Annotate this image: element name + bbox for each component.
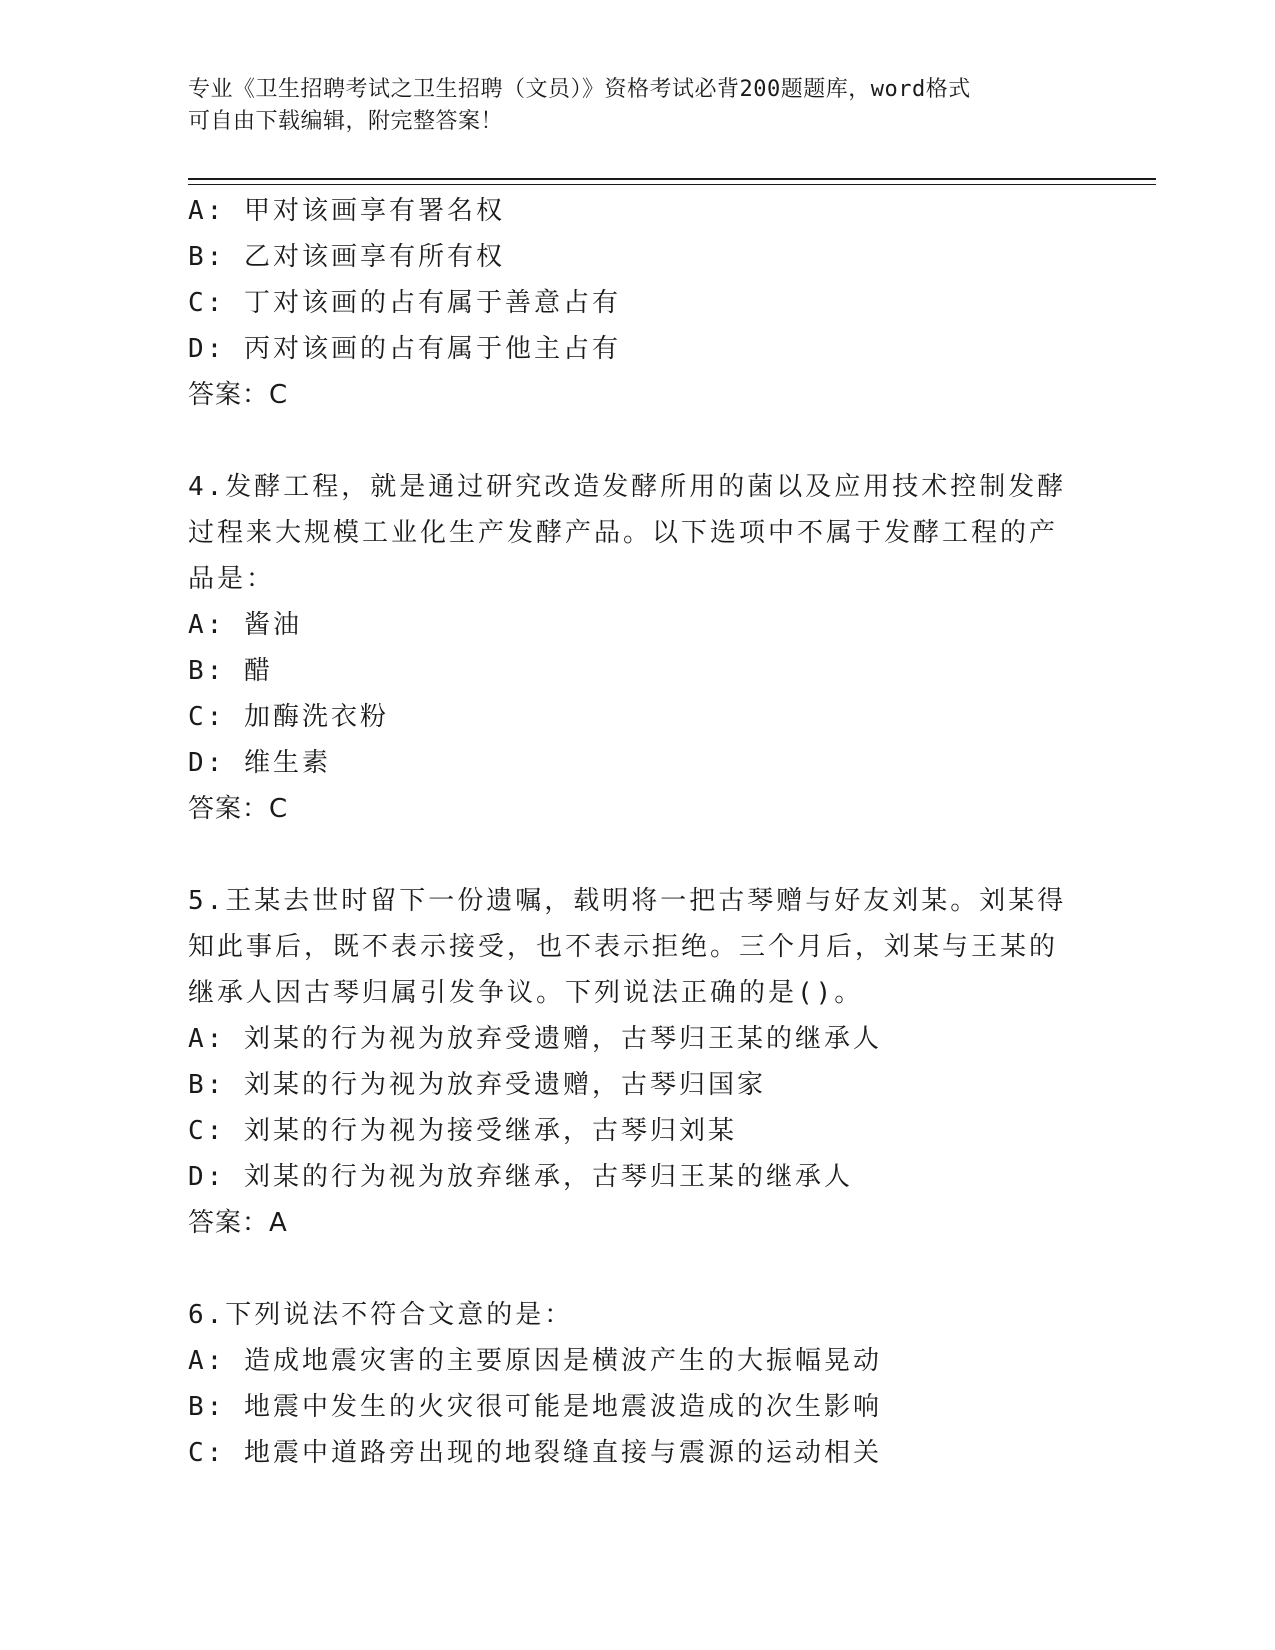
option-a: A: 酱油 <box>188 610 302 640</box>
question-stem-line: 品是： <box>188 564 276 594</box>
option-d: D: 丙对该画的占有属于他主占有 <box>188 334 621 364</box>
spacer <box>188 1246 1068 1292</box>
option-d: D: 刘某的行为视为放弃继承，古琴归王某的继承人 <box>188 1162 853 1192</box>
question-6 <box>188 1292 1068 1476</box>
page-header <box>188 74 1068 138</box>
spacer <box>188 418 1068 464</box>
option-a: A: 甲对该画享有署名权 <box>188 196 505 226</box>
option-b: B: 乙对该画享有所有权 <box>188 242 505 272</box>
answer-line: 答案：C <box>188 380 289 410</box>
spacer <box>188 832 1068 878</box>
question-list <box>188 188 1068 1476</box>
option-a: A: 造成地震灾害的主要原因是横波产生的大振幅晃动 <box>188 1346 882 1376</box>
header-divider-thin <box>188 184 1156 185</box>
question-stem-line: 过程来大规模工业化生产发酵产品。以下选项中不属于发酵工程的产 <box>188 518 1059 548</box>
question-3-tail <box>188 188 1068 418</box>
question-stem-line: 6.下列说法不符合文意的是： <box>188 1300 574 1330</box>
question-stem-line: 继承人因古琴归属引发争议。下列说法正确的是()。 <box>188 978 864 1008</box>
header-divider-thick <box>188 178 1156 180</box>
question-stem-line: 5.王某去世时留下一份遗嘱，载明将一把古琴赠与好友刘某。刘某得 <box>188 886 1067 916</box>
option-c: C: 加酶洗衣粉 <box>188 702 389 732</box>
question-4 <box>188 464 1068 832</box>
question-5 <box>188 878 1068 1246</box>
question-stem-line: 知此事后，既不表示接受，也不表示拒绝。三个月后，刘某与王某的 <box>188 932 1059 962</box>
option-c: C: 丁对该画的占有属于善意占有 <box>188 288 621 318</box>
option-b: B: 醋 <box>188 656 273 686</box>
option-b: B: 刘某的行为视为放弃受遗赠，古琴归国家 <box>188 1070 766 1100</box>
answer-line: 答案：C <box>188 794 289 824</box>
option-c: C: 地震中道路旁出现的地裂缝直接与震源的运动相关 <box>188 1438 882 1468</box>
option-d: D: 维生素 <box>188 748 331 778</box>
header-title-line-1: 专业《卫生招聘考试之卫生招聘（文员）》资格考试必背200题题库，word格式 <box>188 77 971 102</box>
question-stem-line: 4.发酵工程，就是通过研究改造发酵所用的菌以及应用技术控制发酵 <box>188 472 1067 502</box>
option-b: B: 地震中发生的火灾很可能是地震波造成的次生影响 <box>188 1392 882 1422</box>
header-title-line-2: 可自由下载编辑，附完整答案！ <box>188 109 504 134</box>
answer-line: 答案：A <box>188 1208 288 1238</box>
option-c: C: 刘某的行为视为接受继承，古琴归刘某 <box>188 1116 737 1146</box>
option-a: A: 刘某的行为视为放弃受遗赠，古琴归王某的继承人 <box>188 1024 882 1054</box>
